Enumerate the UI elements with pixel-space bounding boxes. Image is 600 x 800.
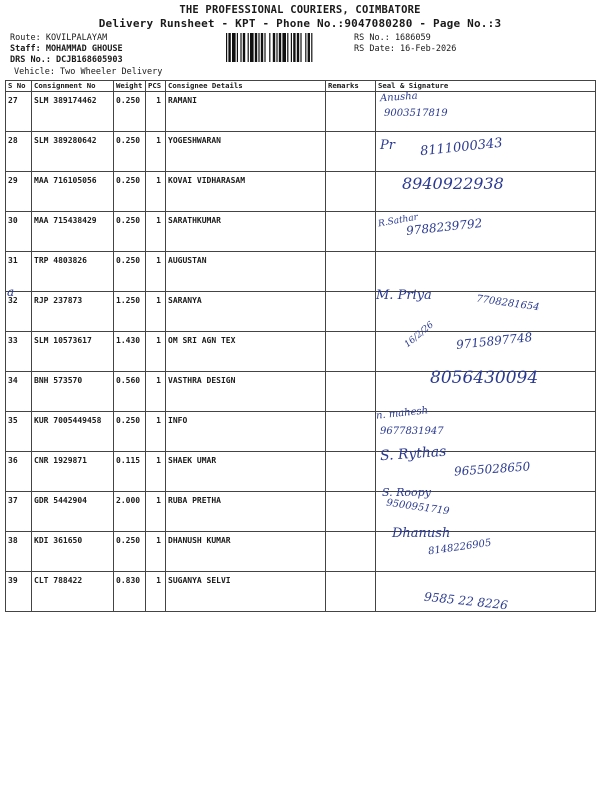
serial-number-cell: 32 <box>6 292 32 332</box>
consignee-cell: YOGESHWARAN <box>166 132 326 172</box>
consignment-number-cell: SLM 10573617 <box>32 332 114 372</box>
consignment-number-cell: KDI 361650 <box>32 532 114 572</box>
serial-number-cell: 36 <box>6 452 32 492</box>
col-weight: Weight <box>114 81 146 92</box>
pieces-cell: 1 <box>146 92 166 132</box>
serial-number-cell: 27 <box>6 92 32 132</box>
remarks-cell <box>326 292 376 332</box>
remarks-cell <box>326 252 376 292</box>
barcode-bar <box>261 33 263 62</box>
header-right-block <box>354 33 456 55</box>
barcode-bar <box>232 33 236 62</box>
consignment-number-cell: KUR 7005449458 <box>32 412 114 452</box>
consignee-cell: KOVAI VIDHARASAM <box>166 172 326 212</box>
weight-cell: 1.430 <box>114 332 146 372</box>
consignee-cell: RAMANI <box>166 92 326 132</box>
handwritten-signature-text: 7708281654 <box>475 293 541 314</box>
company-title: THE PROFESSIONAL COURIERS, COIMBATORE <box>179 4 421 16</box>
margin-mark: a <box>7 285 15 299</box>
weight-cell: 0.560 <box>114 372 146 412</box>
vehicle-text: Vehicle: Two Wheeler Delivery <box>14 67 163 77</box>
signature-cell <box>376 526 596 572</box>
remarks-cell <box>326 412 376 452</box>
consignee-cell: SUGANYA SELVI <box>166 572 326 612</box>
handwritten-signature-text: 9788239792 <box>405 216 483 238</box>
serial-number-cell: 29 <box>6 172 32 212</box>
consignee-cell: DHANUSH KUMAR <box>166 532 326 572</box>
handwritten-signature-text: R.Sathar <box>377 212 419 230</box>
weight-cell: 0.250 <box>114 412 146 452</box>
barcode-bar <box>300 33 301 62</box>
remarks-cell <box>326 572 376 612</box>
signature-cell <box>376 368 596 412</box>
header-left-block <box>10 33 123 66</box>
consignee-cell: INFO <box>166 412 326 452</box>
weight-cell: 1.250 <box>114 292 146 332</box>
signature-cell <box>376 252 596 292</box>
barcode-bar <box>237 33 238 62</box>
barcode-bar <box>305 33 306 62</box>
weight-cell: 0.250 <box>114 212 146 252</box>
signature-cell <box>376 212 596 252</box>
handwritten-signature-text: 8111000343 <box>419 135 504 160</box>
remarks-cell <box>326 372 376 412</box>
consignment-number-cell: BNH 573570 <box>32 372 114 412</box>
serial-number-cell: 38 <box>6 532 32 572</box>
barcode-bar <box>273 33 275 62</box>
weight-cell: 0.250 <box>114 172 146 212</box>
table-row <box>6 332 596 372</box>
table-row <box>6 532 596 572</box>
pieces-cell: 1 <box>146 252 166 292</box>
barcode-bar <box>279 33 281 62</box>
serial-number-cell: 37 <box>6 492 32 532</box>
signature-cell <box>376 572 596 612</box>
barcode-bar <box>291 33 292 62</box>
barcode-bar <box>308 33 310 62</box>
handwritten-signature-text: 9500951719 <box>385 497 451 518</box>
table-header-row <box>6 81 596 92</box>
barcode-bar <box>282 33 286 62</box>
barcode-bar <box>240 33 241 62</box>
handwritten-signature-text: 16/2/26 <box>402 320 436 350</box>
handwritten-signature-text: Pr <box>380 138 395 153</box>
handwritten-signature-text: 9715897748 <box>455 330 533 352</box>
consignment-number-cell: MAA 716105056 <box>32 172 114 212</box>
remarks-cell <box>326 172 376 212</box>
drs-text: DRS No.: DCJB168605903 <box>10 55 123 65</box>
staff-text: Staff: MOHAMMAD GHOUSE <box>10 44 123 54</box>
pieces-cell: 1 <box>146 172 166 212</box>
pieces-cell: 1 <box>146 292 166 332</box>
rs-date: RS Date: 16-Feb-2026 <box>354 44 457 54</box>
remarks-cell <box>326 132 376 172</box>
weight-cell: 0.250 <box>114 532 146 572</box>
handwritten-signature-text: 9003517819 <box>384 108 448 119</box>
handwritten-signature-text: 8940922938 <box>402 174 504 193</box>
table-row <box>6 572 596 612</box>
consignee-cell: SARATHKUMAR <box>166 212 326 252</box>
col-sno: S No <box>6 81 32 92</box>
consignment-number-cell: RJP 237873 <box>32 292 114 332</box>
remarks-cell <box>326 92 376 132</box>
table-row <box>6 292 596 332</box>
handwritten-signature-text: n. mahesh <box>375 405 429 422</box>
handwritten-signature-text: S. Rythas <box>379 443 447 465</box>
serial-number-cell: 34 <box>6 372 32 412</box>
handwritten-signature-text: 9677831947 <box>380 426 444 437</box>
col-seal: Seal & Signature <box>376 81 596 92</box>
serial-number-cell: 31 <box>6 252 32 292</box>
serial-number-cell: 33 <box>6 332 32 372</box>
consignee-cell: AUGUSTAN <box>166 252 326 292</box>
remarks-cell <box>326 212 376 252</box>
handwritten-signature-text: 8056430094 <box>430 368 539 388</box>
serial-number-cell: 30 <box>6 212 32 252</box>
barcode-bar <box>243 33 245 62</box>
consignee-cell: RUBA PRETHA <box>166 492 326 532</box>
remarks-cell <box>326 532 376 572</box>
handwritten-signature-text: Dhanush <box>392 526 451 541</box>
consignment-number-cell: GDR 5442904 <box>32 492 114 532</box>
col-consignee: Consignee Details <box>166 81 326 92</box>
handwritten-signature-text: 8148226905 <box>427 537 493 558</box>
handwritten-signature-text: 9655028650 <box>453 459 531 479</box>
table-row <box>6 412 596 452</box>
barcode-bar <box>228 33 230 62</box>
weight-cell: 0.250 <box>114 132 146 172</box>
barcode-bar <box>287 33 288 62</box>
weight-cell: 0.250 <box>114 252 146 292</box>
serial-number-cell: 35 <box>6 412 32 452</box>
pieces-cell: 1 <box>146 532 166 572</box>
consignment-number-cell: CNR 1929871 <box>32 452 114 492</box>
handwritten-signature-text: 9585 22 8226 <box>423 589 509 613</box>
signature-cell <box>376 92 596 132</box>
table-row <box>6 452 596 492</box>
route-text: Route: KOVILPALAYAM <box>10 33 108 43</box>
col-remarks: Remarks <box>326 81 376 92</box>
barcode-bar <box>258 33 259 62</box>
barcode-bar <box>293 33 295 62</box>
barcode-bar <box>269 33 270 62</box>
table-row <box>6 372 596 412</box>
table-row <box>6 92 596 132</box>
table-row <box>6 492 596 532</box>
barcode-bar <box>255 33 257 62</box>
barcode-bar <box>248 33 249 62</box>
handwritten-signature-text: M. Priya <box>376 288 432 303</box>
barcode-bar <box>311 33 312 62</box>
runsheet-title: Delivery Runsheet - KPT - Phone No.:9047080280 - Page No.:3 <box>98 17 502 30</box>
signature-cell <box>376 172 596 212</box>
table-row <box>6 172 596 212</box>
remarks-cell <box>326 332 376 372</box>
pieces-cell: 1 <box>146 412 166 452</box>
pieces-cell: 1 <box>146 372 166 412</box>
col-consignment: Consignment No <box>32 81 114 92</box>
signature-cell <box>376 132 596 172</box>
runsheet-table <box>5 80 596 612</box>
table-row <box>6 212 596 252</box>
remarks-cell <box>326 492 376 532</box>
pieces-cell: 1 <box>146 212 166 252</box>
barcode-bar <box>226 33 227 62</box>
pieces-cell: 1 <box>146 332 166 372</box>
weight-cell: 0.250 <box>114 92 146 132</box>
serial-number-cell: 39 <box>6 572 32 612</box>
barcode-bar <box>250 33 254 62</box>
consignment-number-cell: MAA 715438429 <box>32 212 114 252</box>
signature-cell <box>376 288 596 332</box>
signature-cell <box>376 320 596 372</box>
weight-cell: 2.000 <box>114 492 146 532</box>
barcode-bar <box>276 33 277 62</box>
pieces-cell: 1 <box>146 492 166 532</box>
serial-number-cell: 28 <box>6 132 32 172</box>
table-row <box>6 252 596 292</box>
consignee-cell: SHAEK UMAR <box>166 452 326 492</box>
pieces-cell: 1 <box>146 132 166 172</box>
consignee-cell: OM SRI AGN TEX <box>166 332 326 372</box>
consignment-number-cell: TRP 4803826 <box>32 252 114 292</box>
col-pcs: PCS <box>146 81 166 92</box>
table-row <box>6 132 596 172</box>
consignment-number-cell: CLT 788422 <box>32 572 114 612</box>
handwritten-signature-text: S. Roopy <box>382 486 431 499</box>
weight-cell: 0.115 <box>114 452 146 492</box>
barcode-bar <box>297 33 299 62</box>
consignee-cell: SARANYA <box>166 292 326 332</box>
weight-cell: 0.830 <box>114 572 146 612</box>
pieces-cell: 1 <box>146 572 166 612</box>
consignee-cell: VASTHRA DESIGN <box>166 372 326 412</box>
pieces-cell: 1 <box>146 452 166 492</box>
remarks-cell <box>326 452 376 492</box>
barcode <box>226 33 348 62</box>
consignment-number-cell: SLM 389280642 <box>32 132 114 172</box>
barcode-bar <box>264 33 265 62</box>
handwritten-signature-text: Anusha <box>379 90 418 105</box>
rs-number: RS No.: 1686059 <box>354 33 431 43</box>
consignment-number-cell: SLM 389174462 <box>32 92 114 132</box>
